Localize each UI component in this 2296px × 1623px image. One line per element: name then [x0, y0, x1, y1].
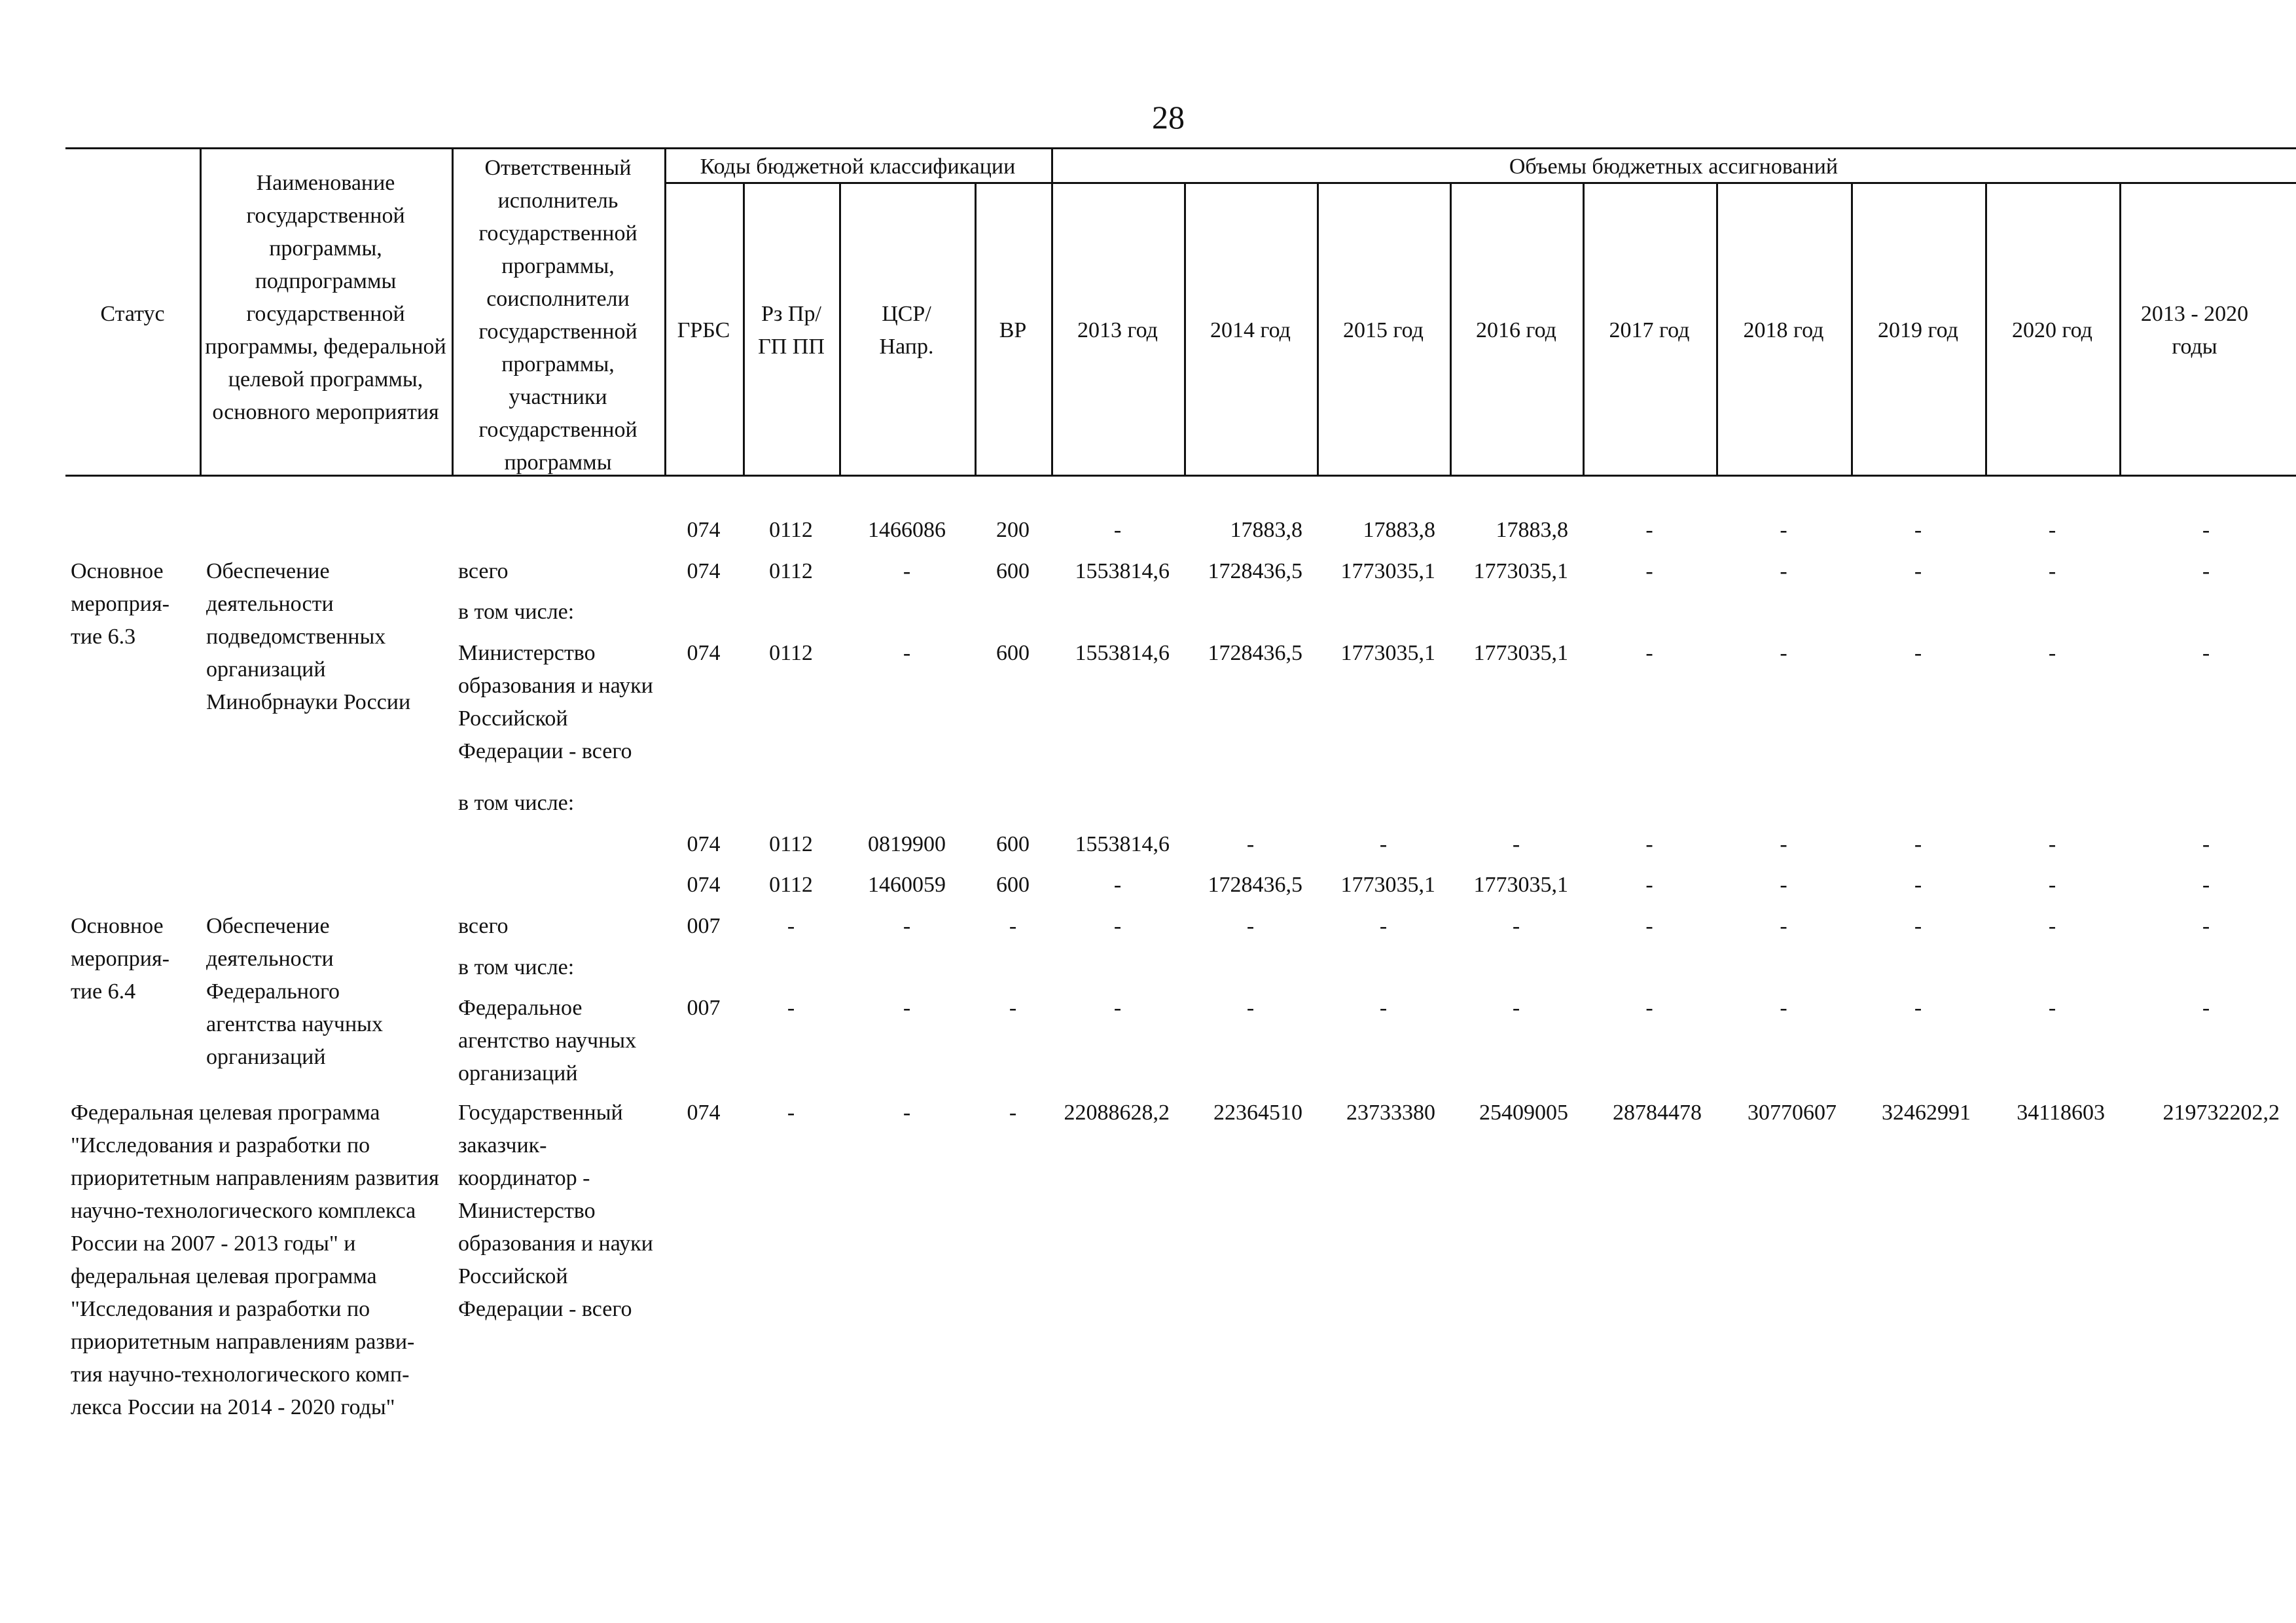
cell-value: 1553814,6	[1075, 832, 1170, 856]
cell-value: 17883,8	[1496, 518, 1568, 542]
cell-rzpr: -	[787, 914, 795, 938]
cell-value: -	[2202, 914, 2210, 938]
cell-csr: 1460059	[868, 873, 946, 897]
cell-value: -	[1914, 996, 1922, 1020]
header-year-total: 2013 - 2020 годы	[2140, 302, 2249, 359]
cell-value: 1773035,1	[1340, 559, 1435, 583]
cell-value: -	[1246, 832, 1255, 856]
cell-value: -	[1914, 832, 1922, 856]
cell-value: -	[1113, 873, 1122, 897]
cell-value: 28784478	[1613, 1101, 1702, 1125]
cell-grbs: 007	[687, 914, 721, 938]
cell-value: -	[1645, 641, 1653, 665]
cell-value: 1728436,5	[1208, 641, 1302, 665]
cell-value: -	[1113, 996, 1122, 1020]
cell-value: -	[1780, 873, 1787, 897]
cell-rzpr: -	[787, 996, 795, 1020]
cell-value: -	[1246, 996, 1255, 1020]
cell-value: 17883,8	[1230, 518, 1302, 542]
cell-rzpr: 0112	[769, 873, 813, 897]
cell-value: -	[1780, 832, 1787, 856]
header-col-divider	[664, 147, 666, 475]
cell-grbs: 074	[687, 832, 721, 856]
cell-grbs: 074	[687, 518, 721, 542]
cell-value: -	[1780, 641, 1787, 665]
header-year-2013: 2013 год	[1077, 318, 1158, 342]
cell-value: -	[1113, 518, 1122, 542]
cell-csr: -	[903, 1101, 911, 1125]
header-volumes-group: Объемы бюджетных ассигнований	[1509, 155, 1839, 179]
header-year-2019: 2019 год	[1878, 318, 1958, 342]
cell-value: 22364510	[1213, 1101, 1302, 1125]
cell-value: 34118603	[2017, 1101, 2105, 1125]
name-6-3: Обеспечение деятельности подведомственных организаций Минобрнауки России	[206, 559, 411, 714]
cell-value: -	[2202, 996, 2210, 1020]
cell-value: -	[2048, 996, 2056, 1020]
cell-value: -	[1512, 914, 1520, 938]
header-col-divider	[839, 182, 841, 475]
cell-value: -	[1113, 914, 1122, 938]
cell-value: 30770607	[1748, 1101, 1837, 1125]
cell-value: 32462991	[1882, 1101, 1971, 1125]
header-year-2017: 2017 год	[1609, 318, 1690, 342]
ministry-total-6-3: Министерство образования и науки Российской Федерации - всего	[458, 641, 653, 763]
cell-vr: 600	[996, 832, 1030, 856]
cell-csr: -	[903, 996, 911, 1020]
cell-vr: -	[1009, 1101, 1017, 1125]
header-year-2015: 2015 год	[1343, 318, 1424, 342]
cell-vr: 600	[996, 641, 1030, 665]
cell-rzpr: 0112	[769, 559, 813, 583]
cell-vr: 600	[996, 559, 1030, 583]
cell-csr: -	[903, 559, 911, 583]
fcp-responsible: Государственный заказчик- координатор - Министерство образования и науки Российской Федерации - всего	[458, 1101, 653, 1321]
header-status: Статус	[100, 302, 165, 326]
cell-grbs: 074	[687, 641, 721, 665]
cell-csr: -	[903, 914, 911, 938]
cell-value: -	[1780, 996, 1787, 1020]
cell-value: -	[2048, 914, 2056, 938]
cell-value: 1728436,5	[1208, 559, 1302, 583]
v-tom-chisle-6-4: в том числе:	[458, 955, 575, 979]
cell-value: -	[1645, 518, 1653, 542]
cell-value: -	[1780, 518, 1787, 542]
header-bottom-rule	[65, 475, 2296, 477]
cell-value: -	[1914, 873, 1922, 897]
vsego-6-3: всего	[458, 559, 509, 583]
cell-value: -	[1645, 914, 1653, 938]
cell-value: -	[1914, 914, 1922, 938]
cell-csr: 0819900	[868, 832, 946, 856]
cell-value: -	[1780, 914, 1787, 938]
header-col-divider	[743, 182, 745, 475]
cell-value: -	[1914, 641, 1922, 665]
cell-value: -	[1645, 832, 1653, 856]
cell-grbs: 074	[687, 559, 721, 583]
cell-value: 1553814,6	[1075, 559, 1170, 583]
cell-rzpr: 0112	[769, 832, 813, 856]
cell-vr: -	[1009, 996, 1017, 1020]
cell-rzpr: 0112	[769, 518, 813, 542]
cell-value: -	[1914, 559, 1922, 583]
cell-value: -	[1645, 873, 1653, 897]
header-top-rule	[65, 147, 2296, 149]
cell-value: 1773035,1	[1473, 559, 1568, 583]
cell-vr: 600	[996, 873, 1030, 897]
cell-grbs: 007	[687, 996, 721, 1020]
cell-rzpr: -	[787, 1101, 795, 1125]
cell-value: -	[2202, 873, 2210, 897]
cell-vr: 200	[996, 518, 1030, 542]
header-csr: ЦСР/ Напр.	[879, 302, 934, 359]
cell-value: -	[1780, 559, 1787, 583]
cell-value: 23733380	[1346, 1101, 1435, 1125]
cell-value: 219732202,2	[2162, 1101, 2280, 1125]
header-name: Наименование государственной программы, подпрограммы государственной программы, федеральной целевой программы, основного мероприятия	[205, 171, 446, 424]
cell-value: -	[1914, 518, 1922, 542]
cell-vr: -	[1009, 914, 1017, 938]
cell-value: -	[2202, 641, 2210, 665]
cell-value: -	[1512, 996, 1520, 1020]
cell-value: -	[2048, 518, 2056, 542]
cell-value: 1553814,6	[1075, 641, 1170, 665]
header-vr: ВР	[999, 318, 1027, 342]
cell-value: -	[1379, 996, 1388, 1020]
cell-value: -	[2202, 559, 2210, 583]
page-number: 28	[1152, 99, 1185, 136]
header-year-2020: 2020 год	[2012, 318, 2092, 342]
v-tom-chisle-6-3: в том числе:	[458, 600, 575, 624]
cell-value: -	[2048, 873, 2056, 897]
fano-responsible: Федеральное агентство научных организаций	[458, 996, 637, 1085]
header-year-2018: 2018 год	[1743, 318, 1824, 342]
cell-value: -	[2202, 832, 2210, 856]
vsego-6-4: всего	[458, 914, 509, 938]
cell-value: 1773035,1	[1340, 641, 1435, 665]
cell-csr: 1466086	[868, 518, 946, 542]
cell-grbs: 074	[687, 873, 721, 897]
header-year-2014: 2014 год	[1210, 318, 1291, 342]
cell-value: -	[1645, 559, 1653, 583]
status-6-3: Основное мероприя- тие 6.3	[71, 559, 170, 649]
header-responsible: Ответственный исполнитель государственной программы, соисполнители государственной программы, участники государственной программы	[478, 156, 637, 475]
fcp-name: Федеральная целевая программа "Исследования и разработки по приоритетным направлениям развития научно-технологического комплекса России на 2007 - 2013 годы" и федеральная целевая программа "Исследования и разработки по приоритетным направлениям разви- тия научно-технологического комп- лекса России на 2014 - 2020 годы"	[71, 1101, 439, 1419]
header-col-divider	[1051, 147, 1053, 475]
cell-rzpr: 0112	[769, 641, 813, 665]
cell-value: 22088628,2	[1064, 1101, 1170, 1125]
cell-value: -	[1645, 996, 1653, 1020]
cell-value: 1773035,1	[1473, 873, 1568, 897]
cell-value: 25409005	[1479, 1101, 1568, 1125]
cell-value: -	[2202, 518, 2210, 542]
cell-value: -	[2048, 559, 2056, 583]
cell-value: -	[2048, 641, 2056, 665]
cell-value: 1773035,1	[1473, 641, 1568, 665]
name-6-4: Обеспечение деятельности Федерального агентства научных организаций	[206, 914, 383, 1069]
cell-csr: -	[903, 641, 911, 665]
cell-value: 1728436,5	[1208, 873, 1302, 897]
cell-value: 17883,8	[1363, 518, 1435, 542]
cell-value: -	[1379, 914, 1388, 938]
cell-value: -	[2048, 832, 2056, 856]
header-rzpr: Рз Пр/ ГП ПП	[758, 302, 825, 359]
cell-value: -	[1379, 832, 1388, 856]
cell-value: -	[1512, 832, 1520, 856]
header-col-divider	[2119, 182, 2121, 475]
header-codes-group: Коды бюджетной классификации	[700, 155, 1016, 179]
header-year-2016: 2016 год	[1476, 318, 1556, 342]
cell-grbs: 074	[687, 1101, 721, 1125]
header-grbs: ГРБС	[677, 318, 730, 342]
cell-value: -	[1246, 914, 1255, 938]
cell-value: 1773035,1	[1340, 873, 1435, 897]
v-tom-chisle-6-3-sub: в том числе:	[458, 791, 575, 815]
status-6-4: Основное мероприя- тие 6.4	[71, 914, 170, 1004]
